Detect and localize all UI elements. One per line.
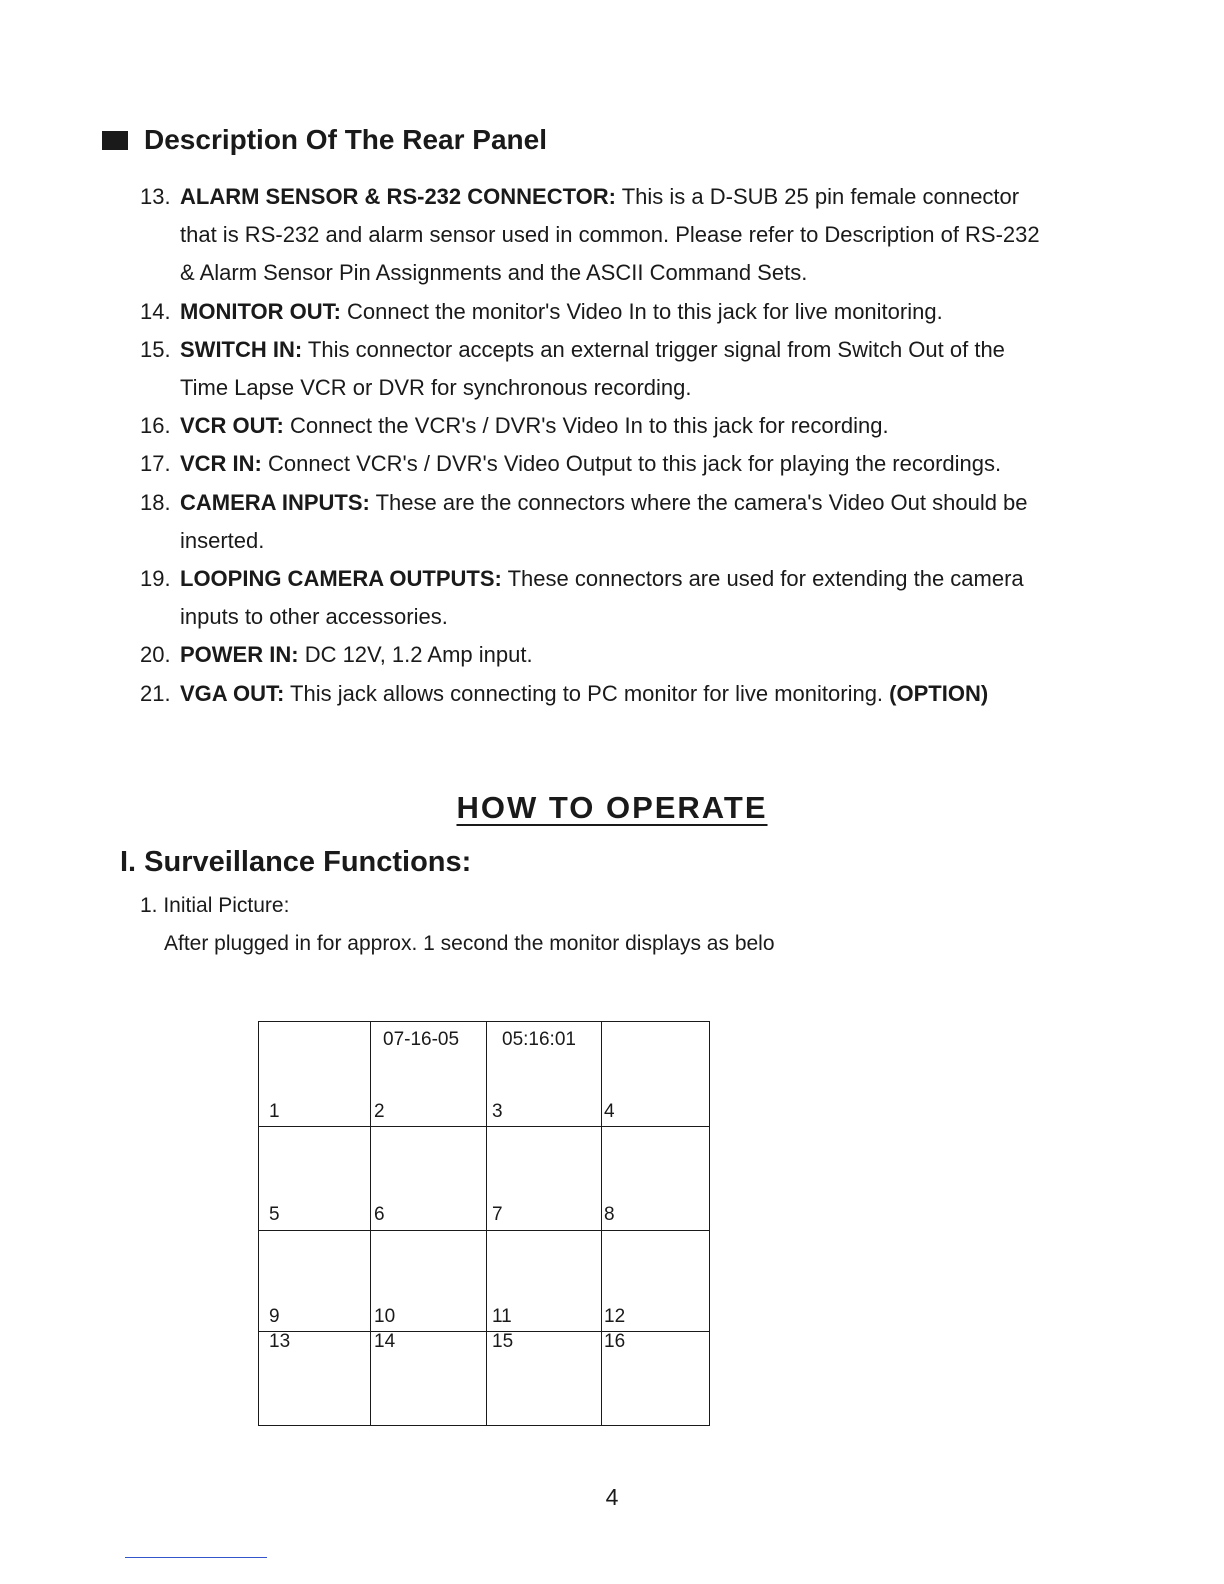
grid-divider [259, 1126, 709, 1127]
item-body [180, 636, 1130, 674]
list-item [140, 407, 1130, 445]
initial-picture-item: 1. Initial Picture: [140, 894, 290, 917]
initial-picture-text: After plugged in for approx. 1 second the monitor displays as belo [164, 932, 775, 955]
item-line [180, 522, 1130, 560]
list-item [140, 484, 1130, 560]
grid-divider [259, 1230, 709, 1231]
camera-cell-number: 8 [604, 1204, 615, 1225]
item-number: 16. [140, 413, 171, 439]
item-number: 18. [140, 489, 171, 515]
list-item [140, 178, 1130, 293]
camera-cell-number: 6 [374, 1204, 385, 1225]
square-bullet-icon [102, 131, 128, 150]
item-line [180, 636, 1130, 674]
item-text: inputs to other accessories. [180, 604, 448, 630]
camera-cell-number: 5 [269, 1204, 280, 1225]
item-label: VGA OUT: [180, 680, 285, 706]
item-body [180, 675, 1130, 713]
item-body [180, 293, 1130, 331]
item-line [180, 369, 1130, 407]
grid-date: 07-16-05 [383, 1029, 460, 1050]
item-label: VCR IN: [180, 451, 262, 477]
item-body [180, 331, 1130, 407]
item-line [180, 331, 1130, 369]
how-to-operate-heading [0, 790, 1224, 826]
item-number: 13. [140, 184, 171, 209]
item-number: 21. [140, 680, 171, 706]
how-to-operate-title: HOW TO OPERATE [456, 790, 768, 825]
grid-divider [370, 1022, 371, 1425]
item-number: 20. [140, 642, 171, 668]
camera-cell-number: 16 [604, 1331, 626, 1352]
camera-cell-number: 4 [604, 1101, 615, 1122]
list-item [140, 560, 1130, 636]
item-label: CAMERA INPUTS: [180, 489, 370, 515]
footer-rule [125, 1557, 267, 1558]
item-line [180, 598, 1130, 636]
surveillance-functions-heading: I. Surveillance Functions: [120, 846, 472, 878]
item-line [180, 216, 1130, 254]
item-line [180, 484, 1130, 522]
item-line [180, 407, 1130, 445]
item-label: MONITOR OUT: [180, 298, 341, 324]
item-text: This connector accepts an external trigger signal from Switch Out of the [307, 336, 1005, 362]
camera-cell-number: 7 [492, 1204, 503, 1225]
camera-cell-number: 3 [492, 1101, 503, 1122]
item-number: 14. [140, 298, 171, 324]
camera-cell-number: 1 [269, 1101, 280, 1122]
monitor-layout-grid [258, 1021, 710, 1426]
item-text: Time Lapse VCR or DVR for synchronous recording. [180, 375, 692, 401]
item-text: inserted. [180, 527, 265, 553]
item-number: 15. [140, 336, 171, 362]
page-number: 4 [605, 1484, 619, 1510]
rear-panel-list [140, 178, 1130, 713]
item-label: LOOPING CAMERA OUTPUTS: [180, 566, 502, 592]
camera-cell-number: 14 [374, 1331, 396, 1352]
item-body [180, 445, 1130, 483]
item-label: ALARM SENSOR & RS-232 CONNECTOR: [180, 184, 616, 209]
item-label: VCR OUT: [180, 413, 284, 439]
item-text: & Alarm Sensor Pin Assignments and the ASCII Command Sets. [180, 260, 808, 286]
camera-cell-number: 13 [269, 1331, 291, 1352]
list-item [140, 636, 1130, 674]
item-line [180, 293, 1130, 331]
item-line [180, 675, 1130, 713]
item-text: that is RS-232 and alarm sensor used in common. Please refer to Description of RS-232 [180, 222, 1040, 248]
camera-cell-number: 9 [269, 1306, 280, 1327]
section-title: Description Of The Rear Panel [144, 124, 547, 155]
option-tag: (OPTION) [889, 680, 989, 706]
grid-divider [259, 1331, 709, 1332]
item-text: Connect VCR's / DVR's Video Output to this jack for playing the recordings. [268, 451, 1002, 477]
list-item [140, 331, 1130, 407]
list-item [140, 675, 1130, 713]
item-label: SWITCH IN: [180, 336, 303, 362]
item-body [180, 484, 1130, 560]
grid-divider [601, 1022, 602, 1425]
item-number: 19. [140, 566, 171, 592]
item-label: POWER IN: [180, 642, 299, 668]
item-number: 17. [140, 451, 171, 477]
list-item [140, 293, 1130, 331]
camera-cell-number: 15 [492, 1331, 514, 1352]
item-body [180, 407, 1130, 445]
item-text: This is a D-SUB 25 pin female connector [621, 184, 1020, 209]
camera-cell-number: 11 [492, 1306, 512, 1327]
list-item [140, 445, 1130, 483]
item-line [180, 445, 1130, 483]
item-text: Connect the monitor's Video In to this jack for live monitoring. [347, 298, 943, 324]
item-line [180, 254, 1130, 292]
grid-time: 05:16:01 [502, 1029, 576, 1050]
item-text: This jack allows connecting to PC monitor for live monitoring. [290, 680, 884, 706]
item-text: These are the connectors where the camera's Video Out should be [375, 489, 1028, 515]
item-line [180, 178, 1130, 216]
item-text: DC 12V, 1.2 Amp input. [304, 642, 533, 668]
item-text: Connect the VCR's / DVR's Video In to this jack for recording. [290, 413, 889, 439]
camera-cell-number: 2 [374, 1101, 385, 1122]
camera-cell-number: 10 [374, 1306, 396, 1327]
section-heading [102, 120, 547, 160]
item-body [180, 560, 1130, 636]
item-body [180, 178, 1130, 293]
camera-cell-number: 12 [604, 1306, 626, 1327]
grid-divider [486, 1022, 487, 1425]
item-text: These connectors are used for extending the camera [507, 566, 1024, 592]
item-line [180, 560, 1130, 598]
